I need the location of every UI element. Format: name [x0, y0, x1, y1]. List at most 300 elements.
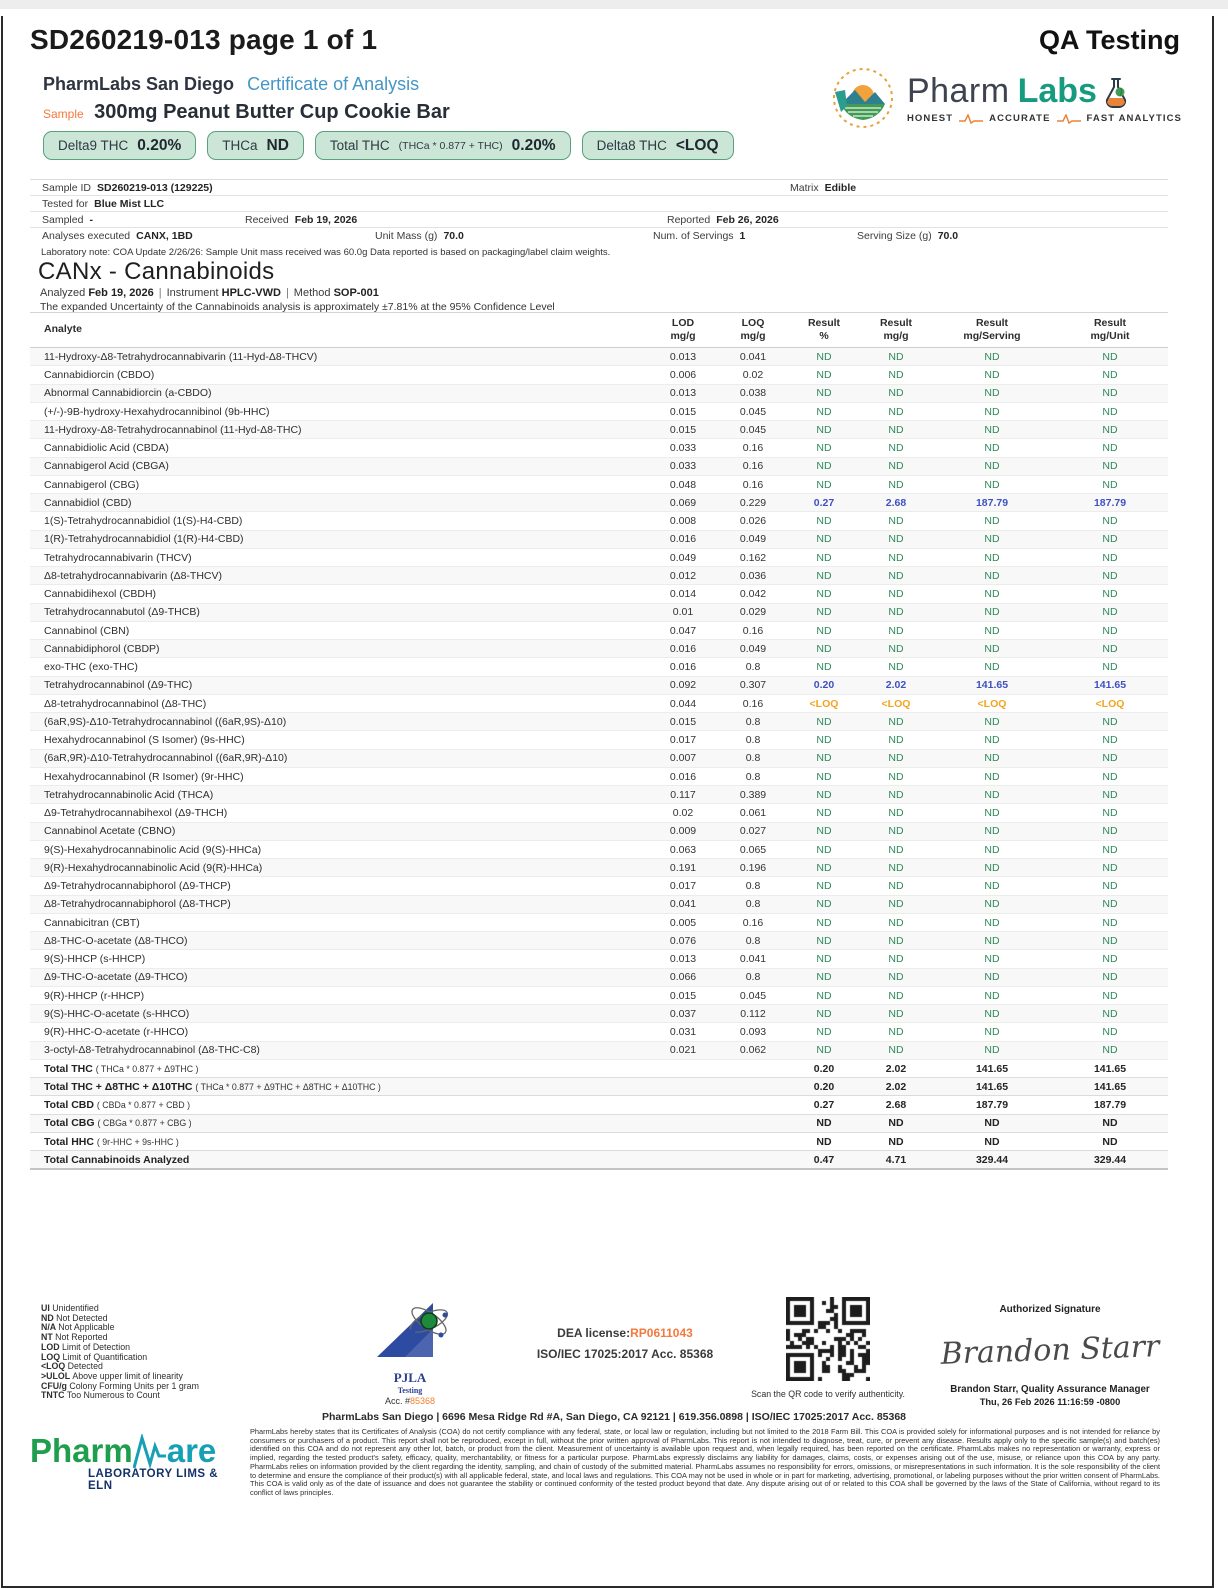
analyte-row: [30, 968, 1168, 986]
table-cell: ND: [860, 439, 932, 457]
analyte-row: [30, 694, 1168, 712]
table-cell: ND: [1052, 530, 1168, 548]
analyte-row: [30, 913, 1168, 931]
table-cell: ND: [1052, 439, 1168, 457]
analyte-row: [30, 439, 1168, 457]
lab-address-line: PharmLabs San Diego | 6696 Mesa Ridge Rd #A, San Diego, CA 92121 | 619.356.0898 | ISO/IEC 17025:2017 Acc. 85368: [321, 1411, 907, 1423]
received-label: Received: [245, 214, 289, 226]
table-cell: 9(S)-HHCP (s-HHCP): [30, 950, 648, 968]
tested-for-value: Blue Mist LLC: [94, 198, 165, 210]
total-label: Total HHC ( 9r-HHC + 9s-HHC ): [30, 1132, 648, 1150]
table-cell: [648, 1078, 718, 1096]
table-cell: ND: [860, 749, 932, 767]
sample-label: Sample: [43, 107, 84, 121]
analyte-row: [30, 658, 1168, 676]
sample-id-label: Sample ID: [42, 182, 92, 194]
table-cell: ND: [788, 713, 860, 731]
table-cell: exo-THC (exo-THC): [30, 658, 648, 676]
certificate-title: Certificate of Analysis: [247, 74, 420, 94]
analyte-row: [30, 548, 1168, 566]
table-cell: Δ8-Tetrahydrocannabiphorol (Δ8-THCP): [30, 895, 648, 913]
pjla-sub: Testing: [397, 1386, 423, 1395]
page-frame-left: [1, 16, 3, 1588]
table-cell: 0.045: [718, 402, 788, 420]
table-cell: 9(R)-Hexahydrocannabinolic Acid (9(R)-HHCa): [30, 859, 648, 877]
table-cell: ND: [932, 913, 1052, 931]
table-cell: ND: [932, 713, 1052, 731]
table-cell: ND: [788, 603, 860, 621]
table-cell: ND: [860, 1023, 932, 1041]
table-cell: ND: [860, 822, 932, 840]
qr-verification: [748, 1297, 908, 1399]
table-cell: ND: [1052, 1005, 1168, 1023]
analyte-row: [30, 366, 1168, 384]
table-cell: 0.015: [648, 402, 718, 420]
instrument-label: Instrument: [166, 287, 219, 299]
table-cell: 0.162: [718, 548, 788, 566]
table-cell: ND: [788, 877, 860, 895]
table-cell: ND: [860, 548, 932, 566]
analyte-row: [30, 859, 1168, 877]
table-cell: 141.65: [1052, 1078, 1168, 1096]
lab-name: PharmLabs San Diego: [43, 74, 235, 94]
table-cell: 0.016: [648, 640, 718, 658]
signature-script: Brandon Starr: [940, 1329, 1160, 1372]
table-cell: 0.026: [718, 512, 788, 530]
table-cell: ND: [932, 402, 1052, 420]
section-title: CANx - Cannabinoids: [38, 258, 275, 285]
table-cell: 0.008: [648, 512, 718, 530]
sampled-value: -: [89, 214, 93, 226]
table-cell: ND: [788, 1114, 860, 1132]
table-cell: 187.79: [932, 494, 1052, 512]
document-title: SD260219-013 page 1 of 1: [30, 24, 378, 55]
total-row: [30, 1096, 1168, 1114]
table-cell: 0.093: [718, 1023, 788, 1041]
table-cell: 0.049: [718, 530, 788, 548]
table-cell: ND: [788, 475, 860, 493]
table-cell: ND: [788, 548, 860, 566]
table-cell: 0.8: [718, 731, 788, 749]
sample-name: 300mg Peanut Butter Cup Cookie Bar: [94, 101, 450, 123]
laboratory-note: Laboratory note: COA Update 2/26/26: Sample Unit mass received was 60.0g Data reported is based on packaging/label claim weights.: [41, 247, 611, 258]
table-cell: 0.066: [648, 968, 718, 986]
servings-label: Num. of Servings: [653, 230, 734, 242]
pjla-accreditation: [355, 1297, 465, 1406]
table-cell: ND: [788, 640, 860, 658]
analyte-row: [30, 822, 1168, 840]
table-cell: 0.01: [648, 603, 718, 621]
table-cell: (6aR,9R)-Δ10-Tetrahydrocannabinol ((6aR,9R)-Δ10): [30, 749, 648, 767]
table-cell: ND: [860, 932, 932, 950]
table-cell: [648, 1151, 718, 1170]
table-cell: ND: [932, 804, 1052, 822]
table-cell: ND: [860, 348, 932, 366]
badge-value: ND: [266, 136, 289, 154]
table-cell: 0.061: [718, 804, 788, 822]
table-cell: ND: [788, 585, 860, 603]
table-cell: 0.017: [648, 877, 718, 895]
table-cell: 187.79: [1052, 494, 1168, 512]
qr-code: [786, 1297, 870, 1381]
column-header: Result mg/g: [860, 313, 932, 348]
table-cell: <LOQ: [932, 694, 1052, 712]
table-cell: Δ8-tetrahydrocannabivarin (Δ8-THCV): [30, 567, 648, 585]
table-cell: ND: [932, 822, 1052, 840]
table-cell: ND: [1052, 366, 1168, 384]
table-cell: Hexahydrocannabinol (S Isomer) (9s-HHC): [30, 731, 648, 749]
table-cell: ND: [788, 950, 860, 968]
reported-value: Feb 26, 2026: [716, 214, 779, 226]
table-cell: 0.8: [718, 968, 788, 986]
table-cell: ND: [932, 968, 1052, 986]
total-label: Total THC + Δ8THC + Δ10THC ( THCa * 0.877 + Δ9THC + Δ8THC + Δ10THC ): [30, 1078, 648, 1096]
analyses-value: CANX, 1BD: [136, 230, 193, 242]
table-cell: ND: [1052, 475, 1168, 493]
table-cell: 9(S)-HHC-O-acetate (s-HHCO): [30, 1005, 648, 1023]
page-frame-right: [1212, 16, 1214, 1588]
table-cell: ND: [788, 913, 860, 931]
table-cell: ND: [1052, 950, 1168, 968]
table-cell: 187.79: [1052, 1096, 1168, 1114]
table-cell: ND: [1052, 713, 1168, 731]
pjla-name: PJLA: [393, 1370, 427, 1385]
table-cell: ND: [788, 348, 860, 366]
table-cell: ND: [860, 384, 932, 402]
table-cell: Tetrahydrocannabinol (Δ9-THC): [30, 676, 648, 694]
column-header: Result mg/Unit: [1052, 313, 1168, 348]
analyte-row: [30, 895, 1168, 913]
table-cell: Cannabigerol Acid (CBGA): [30, 457, 648, 475]
table-cell: ND: [860, 1005, 932, 1023]
table-cell: 0.27: [788, 494, 860, 512]
table-cell: 0.16: [718, 621, 788, 639]
table-cell: 9(S)-Hexahydrocannabinolic Acid (9(S)-HHCa): [30, 840, 648, 858]
analyte-row: [30, 585, 1168, 603]
method-value: SOP-001: [333, 287, 379, 299]
badge-label: THCa: [222, 138, 258, 153]
table-cell: ND: [1052, 421, 1168, 439]
pharmware-pharm: Pharm: [30, 1432, 133, 1469]
table-cell: ND: [1052, 567, 1168, 585]
table-cell: 0.16: [718, 913, 788, 931]
legend-item: LOQ Limit of Quantification: [41, 1351, 148, 1362]
analyte-row: [30, 512, 1168, 530]
table-cell: 2.68: [860, 494, 932, 512]
signature-date: Thu, 26 Feb 2026 11:16:59 -0800: [979, 1397, 1121, 1407]
analyte-row: [30, 786, 1168, 804]
analyte-row: [30, 348, 1168, 366]
received-value: Feb 19, 2026: [294, 214, 358, 226]
table-cell: 0.045: [718, 421, 788, 439]
tagline-fast: FAST ANALYTICS: [1086, 113, 1182, 124]
table-cell: ND: [1052, 603, 1168, 621]
total-row: [30, 1059, 1168, 1077]
total-row: [30, 1078, 1168, 1096]
table-cell: 141.65: [932, 1078, 1052, 1096]
pjla-accreditation-number: [355, 1396, 465, 1406]
table-cell: ND: [932, 986, 1052, 1004]
table-cell: Δ9-THC-O-acetate (Δ9-THCO): [30, 968, 648, 986]
tagline-accurate: ACCURATE: [989, 113, 1051, 124]
table-cell: ND: [932, 421, 1052, 439]
license-block: [520, 1326, 730, 1361]
wordmark-labs: Labs: [1017, 72, 1097, 110]
table-cell: ND: [1052, 402, 1168, 420]
table-cell: 0.048: [648, 475, 718, 493]
logo-tagline: [907, 113, 1182, 124]
table-cell: 141.65: [1052, 676, 1168, 694]
table-cell: ND: [1052, 658, 1168, 676]
top-strip: [0, 0, 1228, 9]
table-cell: ND: [788, 402, 860, 420]
analyte-row: [30, 676, 1168, 694]
table-cell: ND: [932, 530, 1052, 548]
tested-for-label: Tested for: [42, 198, 89, 210]
table-cell: [718, 1059, 788, 1077]
table-cell: ND: [932, 475, 1052, 493]
column-header: LOQ mg/g: [718, 313, 788, 348]
table-cell: ND: [932, 840, 1052, 858]
legend-item: >ULOL Above upper limit of linearity: [41, 1370, 183, 1381]
table-cell: Tetrahydrocannabinolic Acid (THCA): [30, 786, 648, 804]
table-cell: 0.47: [788, 1151, 860, 1170]
table-cell: ND: [932, 767, 1052, 785]
table-cell: 0.092: [648, 676, 718, 694]
table-cell: ND: [932, 877, 1052, 895]
table-cell: [648, 1059, 718, 1077]
table-cell: ND: [860, 986, 932, 1004]
table-cell: ND: [932, 1041, 1052, 1059]
table-cell: ND: [860, 877, 932, 895]
table-cell: ND: [860, 1132, 932, 1150]
table-cell: ND: [932, 548, 1052, 566]
table-cell: ND: [860, 585, 932, 603]
table-cell: 4.71: [860, 1151, 932, 1170]
table-cell: 0.009: [648, 822, 718, 840]
table-cell: 329.44: [932, 1151, 1052, 1170]
table-cell: ND: [1052, 548, 1168, 566]
table-cell: 0.8: [718, 658, 788, 676]
table-cell: 0.027: [718, 822, 788, 840]
table-cell: 2.02: [860, 1059, 932, 1077]
analyte-row: [30, 1041, 1168, 1059]
table-cell: 329.44: [1052, 1151, 1168, 1170]
unit-mass-label: Unit Mass (g): [375, 230, 438, 242]
table-cell: [648, 1132, 718, 1150]
badge-delta9-thc: [43, 131, 196, 160]
table-cell: 0.16: [718, 439, 788, 457]
table-cell: [718, 1096, 788, 1114]
legend-item: N/A Not Applicable: [41, 1322, 115, 1333]
table-cell: Δ8-THC-O-acetate (Δ8-THCO): [30, 932, 648, 950]
table-cell: 0.117: [648, 786, 718, 804]
table-cell: ND: [788, 1041, 860, 1059]
table-cell: ND: [788, 439, 860, 457]
table-cell: ND: [932, 786, 1052, 804]
table-cell: <LOQ: [1052, 694, 1168, 712]
pulse-icon: [959, 114, 983, 124]
table-cell: ND: [932, 1005, 1052, 1023]
table-cell: 9(R)-HHCP (r-HHCP): [30, 986, 648, 1004]
table-cell: 0.016: [648, 530, 718, 548]
table-cell: ND: [1052, 840, 1168, 858]
table-cell: ND: [788, 384, 860, 402]
table-cell: ND: [1052, 913, 1168, 931]
table-cell: 0.27: [788, 1096, 860, 1114]
table-cell: ND: [860, 786, 932, 804]
table-cell: ND: [788, 840, 860, 858]
table-cell: 0.033: [648, 457, 718, 475]
table-cell: ND: [860, 658, 932, 676]
table-cell: 141.65: [1052, 1059, 1168, 1077]
table-cell: Δ9-Tetrahydrocannabiphorol (Δ9-THCP): [30, 877, 648, 895]
table-cell: <LOQ: [788, 694, 860, 712]
table-cell: 0.112: [718, 1005, 788, 1023]
table-cell: ND: [788, 1023, 860, 1041]
table-cell: ND: [932, 731, 1052, 749]
table-cell: 0.013: [648, 384, 718, 402]
table-cell: ND: [788, 421, 860, 439]
table-cell: ND: [788, 767, 860, 785]
table-cell: ND: [932, 366, 1052, 384]
table-cell: 141.65: [932, 1059, 1052, 1077]
table-cell: 0.031: [648, 1023, 718, 1041]
legend-item: ND Not Detected: [41, 1312, 108, 1323]
table-cell: ND: [788, 1005, 860, 1023]
sampled-label: Sampled: [42, 214, 84, 226]
table-cell: ND: [932, 384, 1052, 402]
legend-item: <LOQ Detected: [41, 1361, 103, 1372]
table-cell: 0.8: [718, 895, 788, 913]
serving-size-label: Serving Size (g): [857, 230, 932, 242]
pharmlabs-wordmark: [907, 72, 1182, 124]
table-cell: ND: [1052, 786, 1168, 804]
badge-value: 0.20%: [137, 136, 182, 154]
table-cell: 0.038: [718, 384, 788, 402]
analyte-row: [30, 457, 1168, 475]
signer-name-title: Brandon Starr, Quality Assurance Manager: [950, 1384, 1150, 1395]
table-cell: ND: [860, 512, 932, 530]
table-cell: 0.063: [648, 840, 718, 858]
analyte-row: [30, 804, 1168, 822]
badge-total-thc: [315, 131, 571, 160]
analyte-row: [30, 713, 1168, 731]
table-cell: ND: [1052, 512, 1168, 530]
table-cell: 0.015: [648, 986, 718, 1004]
table-cell: ND: [788, 621, 860, 639]
table-cell: Abnormal Cannabidiorcin (a-CBDO): [30, 384, 648, 402]
method-label: Method: [293, 287, 331, 299]
table-cell: ND: [860, 475, 932, 493]
table-cell: ND: [860, 530, 932, 548]
total-label: Total Cannabinoids Analyzed: [30, 1151, 648, 1170]
column-header: Result %: [788, 313, 860, 348]
table-cell: 0.196: [718, 859, 788, 877]
meta-row-tested-for: [30, 195, 1168, 211]
analyte-row: [30, 494, 1168, 512]
table-cell: ND: [932, 567, 1052, 585]
table-cell: 0.076: [648, 932, 718, 950]
legend-item: CFU/g Colony Forming Units per 1 gram: [41, 1380, 199, 1391]
table-cell: Cannabigerol (CBG): [30, 475, 648, 493]
qa-testing-label: QA Testing: [1039, 25, 1180, 55]
table-cell: 0.016: [648, 767, 718, 785]
table-cell: Δ8-tetrahydrocannabinol (Δ8-THC): [30, 694, 648, 712]
pjla-acc-label: Acc. #: [384, 1396, 410, 1406]
table-cell: ND: [860, 840, 932, 858]
table-cell: ND: [860, 713, 932, 731]
table-cell: ND: [1052, 749, 1168, 767]
table-cell: ND: [932, 932, 1052, 950]
table-cell: 0.047: [648, 621, 718, 639]
table-cell: (6aR,9S)-Δ10-Tetrahydrocannabinol ((6aR,9S)-Δ10): [30, 713, 648, 731]
legend-item: NT Not Reported: [41, 1332, 108, 1343]
table-cell: ND: [1052, 1114, 1168, 1132]
table-cell: 0.20: [788, 1078, 860, 1096]
table-cell: 0.229: [718, 494, 788, 512]
analyte-row: [30, 932, 1168, 950]
table-cell: ND: [788, 457, 860, 475]
total-row: [30, 1114, 1168, 1132]
analyses-label: Analyses executed: [42, 230, 131, 242]
total-row: [30, 1132, 1168, 1150]
servings-value: 1: [739, 230, 746, 242]
table-cell: ND: [932, 585, 1052, 603]
pulse-icon: [1057, 114, 1081, 124]
analyte-row: [30, 402, 1168, 420]
analyte-row: [30, 603, 1168, 621]
table-cell: Δ9-Tetrahydrocannabihexol (Δ9-THCH): [30, 804, 648, 822]
table-cell: ND: [1052, 986, 1168, 1004]
table-cell: ND: [860, 968, 932, 986]
analyte-row: [30, 986, 1168, 1004]
table-cell: 0.017: [648, 731, 718, 749]
wordmark-pharm: Pharm: [906, 72, 1010, 110]
table-cell: 0.041: [718, 950, 788, 968]
table-cell: ND: [932, 950, 1052, 968]
analyte-row: [30, 731, 1168, 749]
table-cell: 0.015: [648, 421, 718, 439]
table-cell: ND: [1052, 585, 1168, 603]
table-cell: ND: [860, 895, 932, 913]
table-cell: Tetrahydrocannabivarin (THCV): [30, 548, 648, 566]
table-cell: Tetrahydrocannabutol (Δ9-THCB): [30, 603, 648, 621]
total-row: [30, 1151, 1168, 1170]
table-cell: [648, 1096, 718, 1114]
table-cell: ND: [932, 640, 1052, 658]
analyte-row: [30, 767, 1168, 785]
table-cell: 0.191: [648, 859, 718, 877]
tagline-honest: HONEST: [906, 113, 954, 124]
lab-title-row: [43, 74, 419, 95]
table-cell: [648, 1114, 718, 1132]
table-cell: <LOQ: [860, 694, 932, 712]
analyte-row: [30, 384, 1168, 402]
table-cell: Cannabidiol (CBD): [30, 494, 648, 512]
table-cell: 0.041: [648, 895, 718, 913]
table-cell: 1(S)-Tetrahydrocannabidiol (1(S)-H4-CBD): [30, 512, 648, 530]
badge-value: 0.20%: [511, 136, 556, 154]
table-cell: ND: [932, 348, 1052, 366]
table-cell: ND: [860, 640, 932, 658]
table-cell: ND: [860, 621, 932, 639]
table-cell: 2.02: [860, 1078, 932, 1096]
table-cell: ND: [932, 512, 1052, 530]
analyte-row: [30, 1005, 1168, 1023]
table-cell: 0.014: [648, 585, 718, 603]
table-cell: ND: [788, 512, 860, 530]
